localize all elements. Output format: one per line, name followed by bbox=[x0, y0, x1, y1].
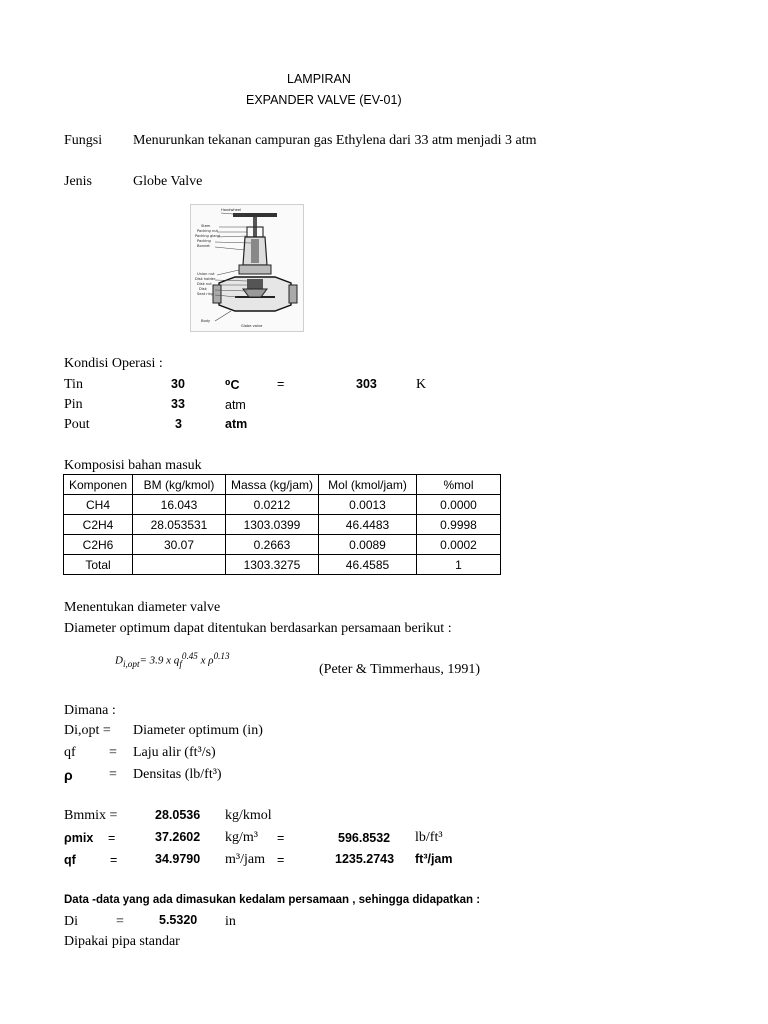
table-cell: 0.0212 bbox=[226, 495, 319, 515]
table-cell: 0.0002 bbox=[417, 535, 501, 555]
qf-equals-2: = bbox=[277, 853, 285, 867]
jenis-label: Jenis bbox=[64, 174, 92, 189]
figure-label-disk: Disk bbox=[199, 287, 207, 291]
formula-reference: (Peter & Timmerhaus, 1991) bbox=[319, 662, 480, 677]
figure-label-stem: Stem bbox=[201, 224, 211, 228]
table-header: %mol bbox=[417, 475, 501, 495]
table-cell: 0.2663 bbox=[226, 535, 319, 555]
table-header: Massa (kg/jam) bbox=[226, 475, 319, 495]
rhomix-value-2: 596.8532 bbox=[338, 831, 391, 845]
figure-label-disk-nut: Disk nut bbox=[197, 282, 212, 286]
table-cell: 0.0000 bbox=[417, 495, 501, 515]
di-equals: = bbox=[116, 914, 124, 929]
formula-mid: x ρ bbox=[197, 654, 214, 667]
table-cell: 0.9998 bbox=[417, 515, 501, 535]
qf-label: qf bbox=[64, 853, 76, 867]
globe-valve-drawing bbox=[191, 205, 303, 331]
figure-label-packing-nut: Packing nut bbox=[197, 229, 218, 233]
figure-label-bonnet: Bonnet bbox=[197, 244, 210, 248]
diameter-heading: Menentukan diameter valve bbox=[64, 600, 221, 615]
figure-label-union-nut: Union nut bbox=[197, 272, 215, 276]
diameter-formula bbox=[115, 651, 230, 669]
rhomix-unit: kg/m³ bbox=[225, 830, 258, 845]
table-header: BM (kg/kmol) bbox=[133, 475, 226, 495]
tin-unit: ⁰C bbox=[225, 378, 240, 392]
dimana-desc-di: Diameter optimum (in) bbox=[133, 723, 263, 738]
formula-lhs: D bbox=[115, 654, 123, 667]
formula-rhs: = 3.9 x q bbox=[139, 654, 180, 667]
qf-equals: = bbox=[110, 853, 118, 867]
table-cell: 0.0013 bbox=[319, 495, 417, 515]
table-cell: 1303.3275 bbox=[226, 555, 319, 575]
formula-q-sub: f bbox=[179, 658, 182, 669]
tin-value: 30 bbox=[171, 377, 185, 391]
table-header-row bbox=[64, 475, 501, 495]
qf-value: 34.9790 bbox=[155, 852, 201, 866]
figure-label-body: Body bbox=[201, 319, 211, 323]
bmmix-label: Bmmix = bbox=[64, 808, 118, 823]
diameter-intro: Diameter optimum dapat ditentukan berdasarkan persamaan berikut : bbox=[64, 621, 452, 636]
table-cell: 1 bbox=[417, 555, 501, 575]
dimana-symbol-di: Di,opt = bbox=[64, 723, 111, 738]
tin-value-kelvin: 303 bbox=[356, 377, 377, 391]
table-cell bbox=[133, 555, 226, 575]
result-note: Data -data yang ada dimasukan kedalam persamaan , sehingga didapatkan : bbox=[64, 894, 481, 906]
table-cell: 16.043 bbox=[133, 495, 226, 515]
table-cell: CH4 bbox=[64, 495, 133, 515]
table-cell: 28.053531 bbox=[133, 515, 226, 535]
jenis-text: Globe Valve bbox=[133, 174, 203, 189]
table-row bbox=[64, 515, 501, 535]
pin-label: Pin bbox=[64, 397, 83, 412]
tin-unit-kelvin: K bbox=[416, 377, 427, 392]
fungsi-text: Menurunkan tekanan campuran gas Ethylena dari 33 atm menjadi 3 atm bbox=[133, 133, 537, 148]
bmmix-unit: kg/kmol bbox=[225, 808, 272, 823]
pin-value: 33 bbox=[171, 397, 185, 411]
qf-unit: m³/jam bbox=[225, 852, 265, 867]
figure-caption: Globe valve bbox=[241, 324, 263, 328]
pout-value: 3 bbox=[175, 417, 182, 431]
table-row bbox=[64, 495, 501, 515]
bmmix-value: 28.0536 bbox=[155, 808, 201, 822]
rhomix-unit-2: lb/ft³ bbox=[415, 830, 443, 845]
table-total-row bbox=[64, 555, 501, 575]
table-cell: C2H4 bbox=[64, 515, 133, 535]
dimana-heading: Dimana : bbox=[64, 703, 116, 718]
di-unit: in bbox=[225, 914, 236, 929]
formula-exp1: 0.45 bbox=[181, 651, 198, 661]
table-cell: Total bbox=[64, 555, 133, 575]
result-footer: Dipakai pipa standar bbox=[64, 934, 180, 949]
tin-label: Tin bbox=[64, 377, 83, 392]
table-cell: 46.4483 bbox=[319, 515, 417, 535]
dimana-desc-rho: Densitas (lb/ft³) bbox=[133, 767, 222, 782]
table-cell: 0.0089 bbox=[319, 535, 417, 555]
figure-label-seat-ring: Seat ring bbox=[197, 292, 214, 296]
figure-label-disk-holder: Disk holder bbox=[195, 277, 216, 281]
table-cell: 46.4585 bbox=[319, 555, 417, 575]
qf-value-2: 1235.2743 bbox=[335, 852, 395, 866]
rhomix-value: 37.2602 bbox=[155, 830, 201, 844]
rhomix-label: ρmix bbox=[64, 831, 94, 845]
table-cell: C2H6 bbox=[64, 535, 133, 555]
table-cell: 1303.0399 bbox=[226, 515, 319, 535]
formula-lhs-sub: i,opt bbox=[122, 658, 140, 669]
dimana-desc-qf: Laju alir (ft³/s) bbox=[133, 745, 216, 760]
fungsi-label: Fungsi bbox=[64, 133, 103, 148]
rhomix-equals-2: = bbox=[277, 831, 285, 845]
qf-unit-2: ft³/jam bbox=[415, 852, 453, 866]
di-label: Di bbox=[64, 914, 78, 929]
table-header: Mol (kmol/jam) bbox=[319, 475, 417, 495]
globe-valve-figure bbox=[190, 204, 304, 332]
tin-equals: = bbox=[277, 377, 285, 391]
di-value: 5.5320 bbox=[159, 913, 198, 927]
pout-label: Pout bbox=[64, 417, 90, 432]
kondisi-heading: Kondisi Operasi : bbox=[64, 356, 163, 371]
formula-exp2: 0.13 bbox=[213, 651, 230, 661]
composition-table bbox=[63, 474, 501, 575]
komposisi-heading: Komposisi bahan masuk bbox=[64, 458, 202, 473]
page-title: LAMPIRAN bbox=[287, 72, 351, 86]
figure-label-packing-gland: Packing gland bbox=[195, 234, 221, 238]
pout-unit: atm bbox=[225, 417, 248, 431]
table-cell: 30.07 bbox=[133, 535, 226, 555]
rhomix-equals: = bbox=[108, 831, 116, 845]
pin-unit: atm bbox=[225, 398, 246, 412]
dimana-symbol-rho: ρ bbox=[64, 767, 73, 783]
table-header: Komponen bbox=[64, 475, 133, 495]
dimana-eq-qf: = bbox=[109, 745, 117, 760]
dimana-eq-rho: = bbox=[109, 767, 117, 782]
dimana-symbol-qf: qf bbox=[64, 745, 76, 760]
figure-label-handwheel: Handwheel bbox=[221, 208, 242, 212]
table-row bbox=[64, 535, 501, 555]
page-subtitle: EXPANDER VALVE (EV-01) bbox=[246, 93, 402, 107]
figure-label-packing: Packing bbox=[197, 239, 211, 243]
